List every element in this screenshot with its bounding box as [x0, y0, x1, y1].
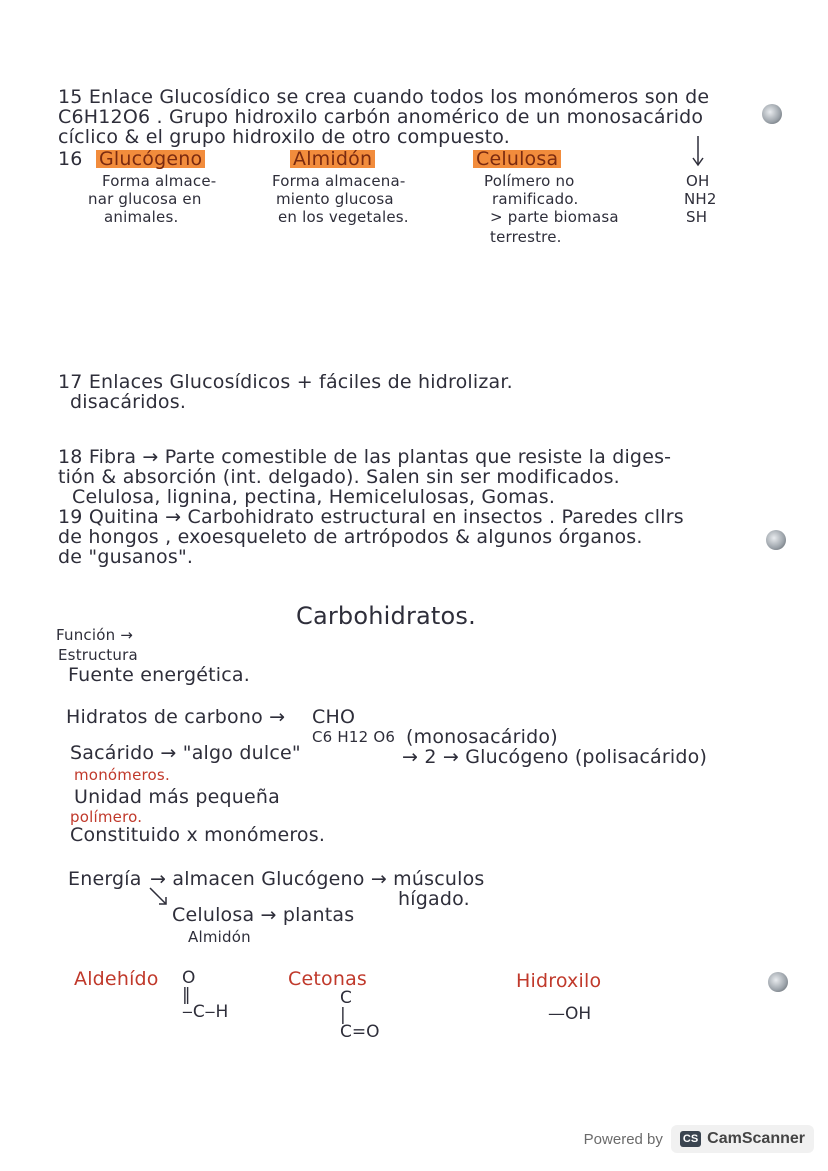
glucogeno-polisacarido: → 2 → Glucógeno (polisacárido) [402, 746, 708, 768]
celulosa-desc-1: Polímero no [484, 172, 575, 190]
note-18-line2: tión & absorción (int. delgado). Salen sin ser modificados. [58, 466, 620, 488]
heading-almidon: Almidón [290, 150, 375, 169]
note-17-line1: 17 Enlaces Glucosídicos + fáciles de hidrolizar. [58, 371, 513, 393]
note-18-line3: Celulosa, lignina, pectina, Hemicelulosas, Gomas. [72, 486, 556, 508]
aldehido-label: Aldehído [74, 968, 159, 990]
glucogeno-desc-2: nar glucosa en [88, 190, 202, 208]
celulosa-desc-4: terrestre. [490, 228, 562, 246]
almidon-label: Almidón [188, 928, 251, 946]
celulosa-desc-3: > parte biomasa [490, 208, 619, 226]
estructura-label: Estructura [58, 646, 138, 664]
sacarido-label: Sacárido → "algo dulce" [70, 742, 301, 764]
hidroxilo-structure: —OH [548, 1004, 592, 1024]
celulosa-plantas: Celulosa → plantas [172, 904, 355, 926]
higado-label: hígado. [398, 888, 470, 910]
celulosa-desc-2: ramificado. [492, 190, 579, 208]
almidon-desc-2: miento glucosa [276, 190, 394, 208]
hidratos-de-carbono: Hidratos de carbono → [66, 706, 286, 728]
binder-hole-icon [766, 530, 786, 550]
camscanner-watermark [584, 1125, 814, 1153]
energia-label: Energía [68, 868, 142, 890]
glucogeno-desc-3: animales. [104, 208, 179, 226]
glucogeno-desc-1: Forma almace- [102, 172, 217, 190]
note-19-line1: 19 Quitina → Carbohidrato estructural en insectos . Paredes cllrs [58, 506, 684, 528]
note-15-line2: C6H12O6 . Grupo hidroxilo carbón anomérico de un monosacárido [58, 106, 704, 128]
note-15-line1: 15 Enlace Glucosídico se crea cuando todos los monómeros son de [58, 86, 710, 108]
formula-c6h12o6: C6 H12 O6 [312, 728, 396, 746]
camscanner-badge [671, 1125, 814, 1153]
almidon-desc-1: Forma almacena- [272, 172, 406, 190]
funcion-label: Función → [56, 626, 134, 644]
camscanner-brand: CamScanner [707, 1130, 805, 1147]
down-arrow-icon [690, 134, 710, 170]
fuente-energetica: Fuente energética. [68, 664, 250, 686]
hidroxilo-label: Hidroxilo [516, 970, 602, 992]
note-19-line2: de hongos , exoesqueleto de artrópodos & algunos órganos. [58, 526, 643, 548]
heading-celulosa: Celulosa [473, 150, 561, 169]
branch-arrow-icon [148, 886, 172, 908]
group-oh: OH [686, 172, 710, 190]
powered-by-label: Powered by [583, 1130, 663, 1148]
binder-hole-icon [762, 104, 782, 124]
monosacarido-label: (monosacárido) [406, 726, 558, 748]
group-sh: SH [686, 208, 708, 226]
note-19-line3: de "gusanos". [58, 546, 194, 568]
note-15-line3: cíclico & el grupo hidroxilo de otro compuesto. [58, 126, 510, 148]
heading-glucogeno: Glucógeno [96, 150, 205, 169]
page-title: Carbohidratos. [296, 602, 476, 630]
almacen-glucogeno: → almacen Glucógeno → músculos [150, 868, 485, 890]
cetona-structure: C | C=O [340, 988, 380, 1042]
cetonas-label: Cetonas [288, 968, 368, 990]
note-17-line2: disacáridos. [70, 391, 187, 413]
polimero-label: polímero. [70, 808, 143, 826]
cho-label: CHO [312, 706, 356, 728]
unidad-mas-pequena: Unidad más pequeña [74, 786, 280, 808]
binder-hole-icon [768, 972, 788, 992]
almidon-desc-3: en los vegetales. [278, 208, 409, 226]
group-nh2: NH2 [684, 190, 717, 208]
camscanner-logo-icon: CS [680, 1131, 701, 1147]
constituido-label: Constituido x monómeros. [70, 824, 326, 846]
monomeros-label: monómeros. [74, 766, 170, 784]
aldehido-structure: O ‖ ‒C‒H [182, 968, 229, 1022]
note-16-number: 16 [58, 148, 83, 170]
note-18-line1: 18 Fibra → Parte comestible de las plantas que resiste la diges- [58, 446, 672, 468]
